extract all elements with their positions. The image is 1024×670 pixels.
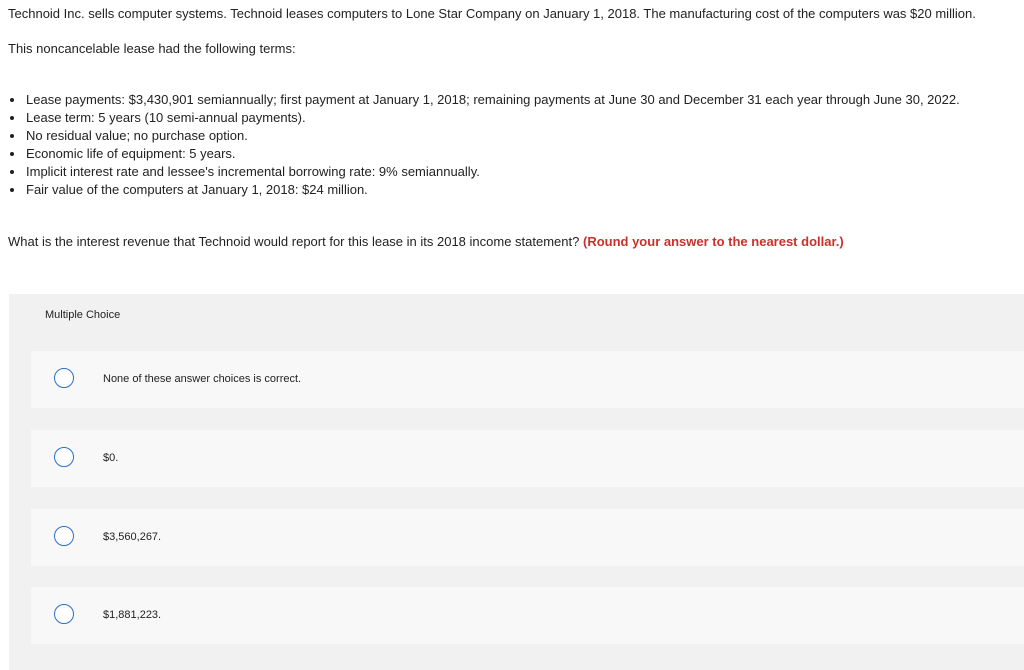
term-item (8, 91, 960, 109)
term-text: Fair value of the computers at January 1, 2018: $24 million. (26, 182, 368, 197)
answer-option-2[interactable] (31, 430, 1024, 487)
multiple-choice-label: Multiple Choice (45, 309, 121, 321)
bullet-icon (10, 188, 14, 192)
radio-button-icon[interactable] (54, 604, 74, 624)
radio-button-icon[interactable] (54, 368, 74, 388)
terms-list (8, 91, 960, 199)
term-item (8, 127, 960, 145)
answer-option-text: $3,560,267. (103, 531, 162, 543)
term-text: Lease payments: $3,430,901 semiannually; first payment at January 1, 2018; remaining payments at June 30 and December 31 each year through June 30, 2022. (26, 92, 960, 107)
rounding-hint: (Round your answer to the nearest dollar.) (582, 234, 844, 249)
answer-option-4[interactable] (31, 587, 1024, 644)
term-item (8, 109, 960, 127)
term-item (8, 181, 960, 199)
bullet-icon (10, 170, 14, 174)
terms-heading: This noncancelable lease had the following terms: (8, 41, 296, 56)
bullet-icon (10, 134, 14, 138)
term-item (8, 145, 960, 163)
radio-button-icon[interactable] (54, 447, 74, 467)
bullet-icon (10, 116, 14, 120)
term-text: No residual value; no purchase option. (26, 128, 248, 143)
question-prompt (8, 233, 844, 251)
question-intro: Technoid Inc. sells computer systems. Technoid leases computers to Lone Star Company on January 1, 2018. The manufacturing cost of the computers was $20 million. (8, 6, 976, 21)
radio-button-icon[interactable] (54, 526, 74, 546)
multiple-choice-panel (9, 294, 1024, 670)
bullet-icon (10, 98, 14, 102)
term-text: Economic life of equipment: 5 years. (26, 146, 236, 161)
term-item (8, 163, 960, 181)
term-text: Lease term: 5 years (10 semi-annual payments). (26, 110, 306, 125)
answer-option-text: $0. (103, 452, 119, 464)
answer-option-3[interactable] (31, 509, 1024, 566)
answer-option-text: $1,881,223. (103, 609, 162, 621)
term-text: Implicit interest rate and lessee's incremental borrowing rate: 9% semiannually. (26, 164, 480, 179)
bullet-icon (10, 152, 14, 156)
answer-option-text: None of these answer choices is correct. (103, 373, 302, 385)
prompt-text: What is the interest revenue that Technoid would report for this lease in its 2018 income statement? (8, 234, 580, 249)
answer-option-1[interactable] (31, 351, 1024, 408)
